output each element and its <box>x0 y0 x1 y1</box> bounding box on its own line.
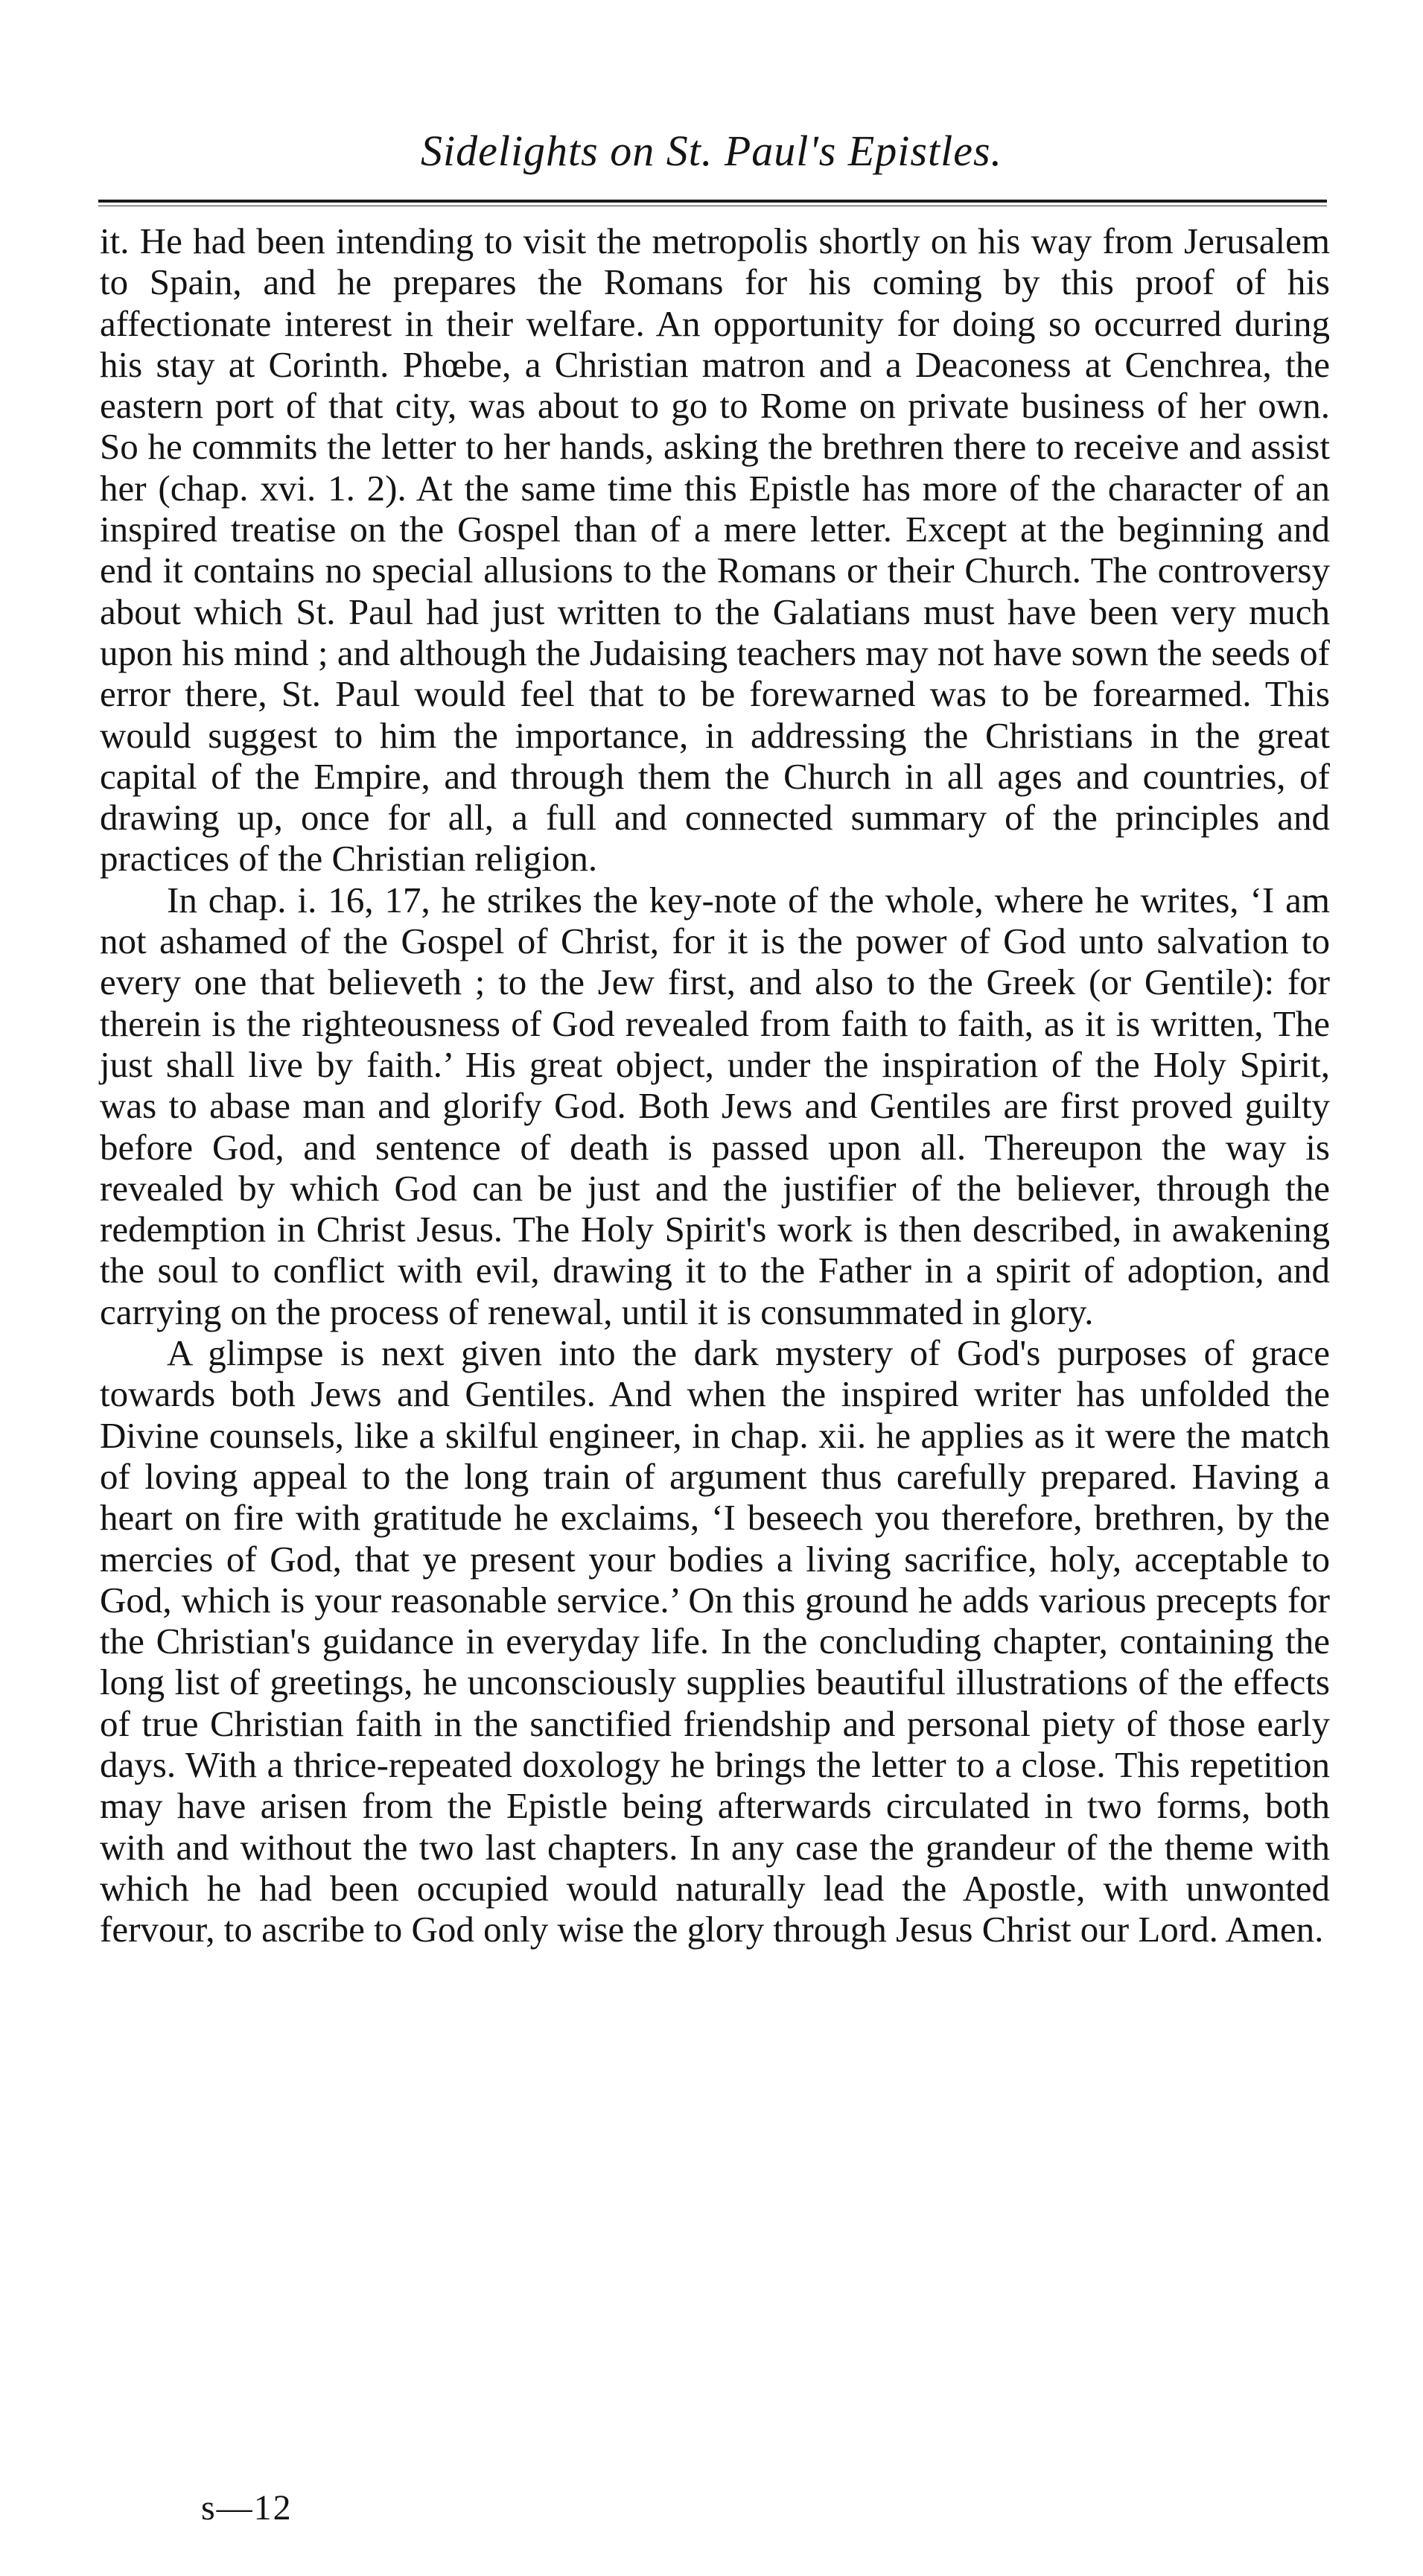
signature-mark: s—12 <box>201 2488 293 2528</box>
header-rule-thick <box>98 200 1327 203</box>
running-title: Sidelights on St. Paul's Epistles. <box>420 127 1003 175</box>
paragraph-glimpse: A glimpse is next given into the dark mystery of God's purposes of grace towards both Jews and Gentiles. And when the inspired writer has unfolded the Divine counsels, like a skilful engineer, in chap. xii. he applies as it were the match of loving appeal to the long train of argument thus carefully prepared. Having a heart on fire with gratitude he exclaims, ‘I beseech you therefore, brethren, by the mercies of God, that ye present your bodies a living sacrifice, holy, acceptable to God, which is your reasonable service.’ On this ground he adds various precepts for the Christian's guidance in everyday life. In the concluding chapter, containing the long list of greetings, he unconsciously supplies beautiful illustrations of the effects of true Christian faith in the sanctified friendship and personal piety of those early days. With a thrice-repeated doxology he brings the letter to a close. This repetition may have arisen from the Epistle being afterwards circulated in two forms, both with and without the two last chapters. In any case the grandeur of the theme with which he had been occupied would naturally lead the Apostle, with unwonted fervour, to ascribe to God only wise the glory through Jesus Christ our Lord. Amen. <box>100 1332 1330 1950</box>
body-text <box>100 220 1330 1950</box>
paragraph-key-note: In chap. i. 16, 17, he strikes the key-note of the whole, where he writes, ‘I am not ashamed of the Gospel of Christ, for it is the power of God unto salvation to every one that believeth ; to the Jew first, and also to the Greek (or Gentile): for therein is the righteousness of God revealed from faith to faith, as it is written, The just shall live by faith.’ His great object, under the inspiration of the Holy Spirit, was to abase man and glorify God. Both Jews and Gentiles are first proved guilty before God, and sentence of death is passed upon all. Thereupon the way is revealed by which God can be just and the justifier of the believer, through the redemption in Christ Jesus. The Holy Spirit's work is then described, in awakening the soul to conflict with evil, drawing it to the Father in a spirit of adoption, and carrying on the process of renewal, until it is consummated in glory. <box>100 879 1330 1332</box>
paragraph-continued: it. He had been intending to visit the metropolis shortly on his way from Jerusalem to Spain, and he prepares the Romans for his coming by this proof of his affectionate interest in their welfare. An opportunity for doing so occurred during his stay at Corinth. Phœbe, a Christian matron and a Deaconess at Cenchrea, the eastern port of that city, was about to go to Rome on private business of her own. So he commits the letter to her hands, asking the brethren there to receive and assist her (chap. xvi. 1. 2). At the same time this Epistle has more of the character of an inspired treatise on the Gospel than of a mere letter. Except at the beginning and end it contains no special allusions to the Romans or their Church. The controversy about which St. Paul had just written to the Galatians must have been very much upon his mind ; and although the Judaising teachers may not have sown the seeds of error there, St. Paul would feel that to be forewarned was to be forearmed. This would suggest to him the importance, in addressing the Christians in the great capital of the Empire, and through them the Church in all ages and countries, of drawing up, once for all, a full and connected summary of the principles and practices of the Christian religion. <box>100 220 1330 880</box>
